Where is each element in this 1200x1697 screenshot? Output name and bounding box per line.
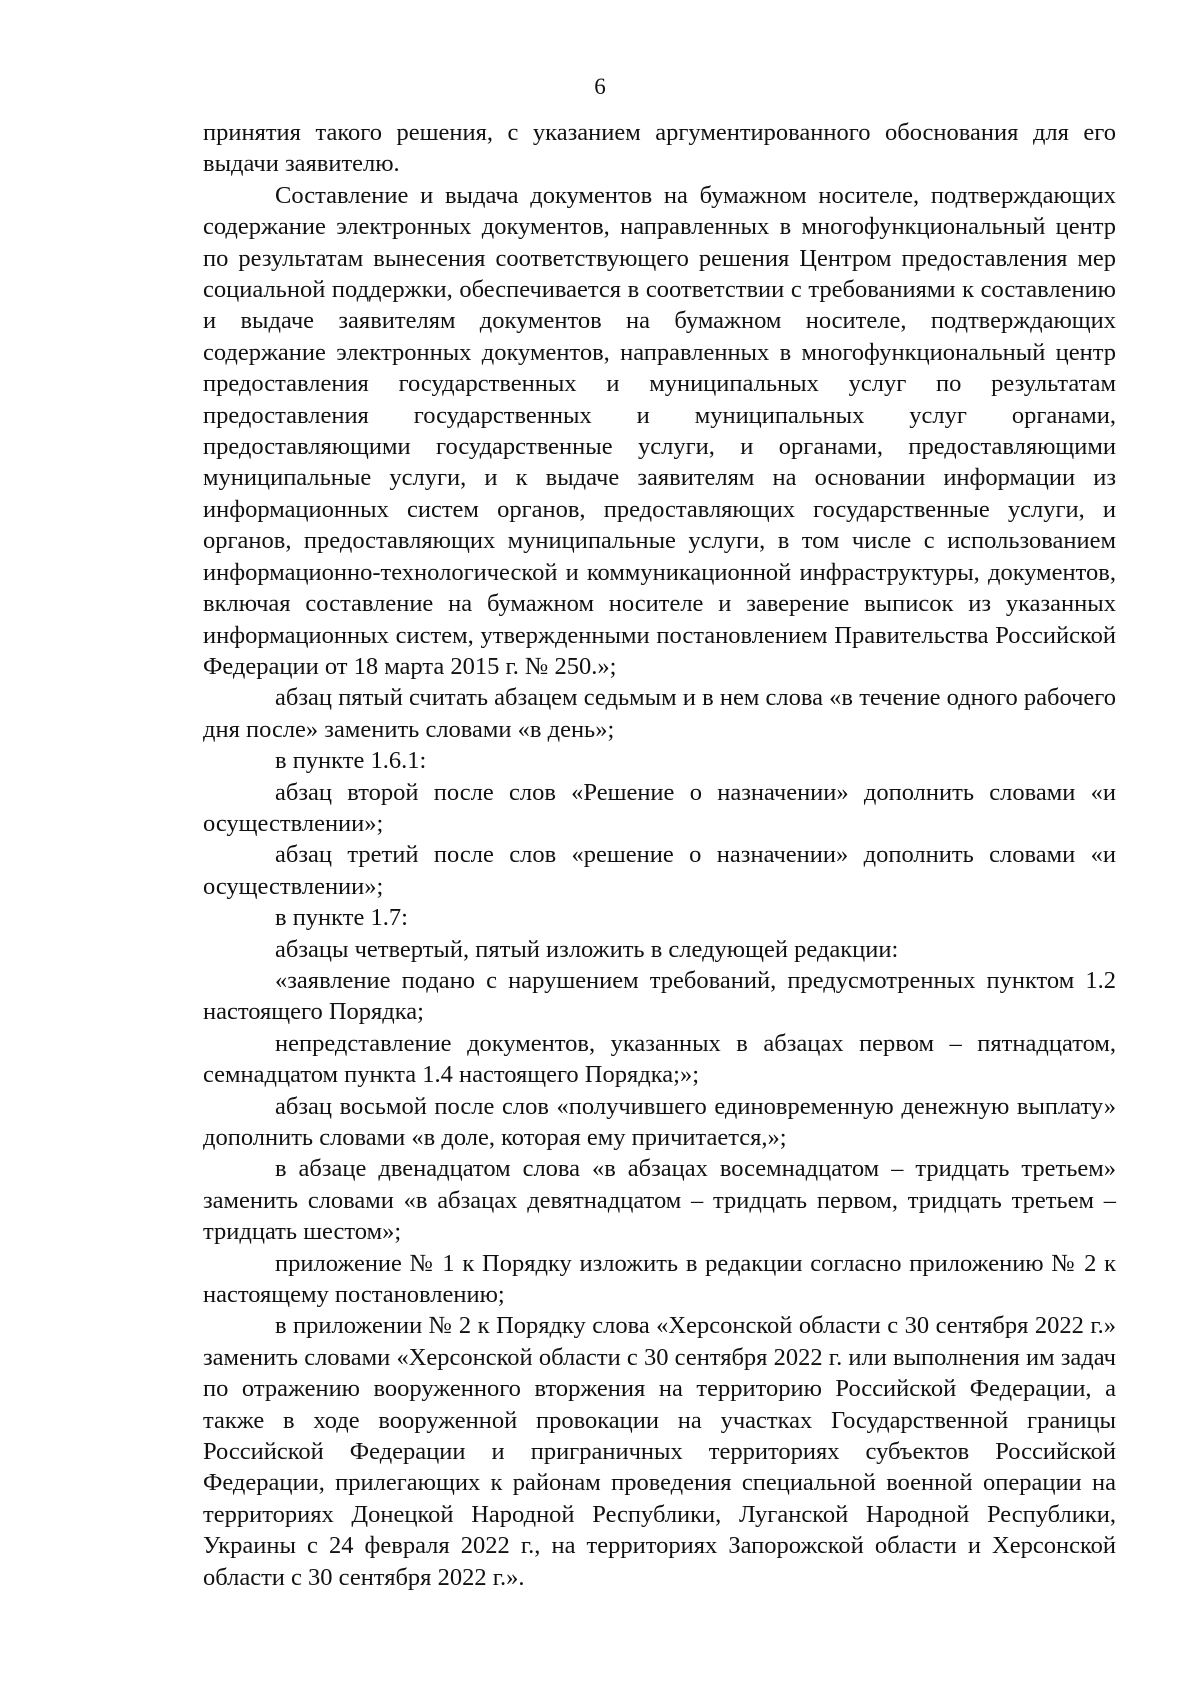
paragraph-item-1-6-1: в пункте 1.6.1: <box>275 747 427 775</box>
paragraph-paper-documents: Составление и выдача документов на бумажном носителе, подтверждающих содержание электронных документов, направленных в многофункциональный центр по результатам вынесения соответствующего решения Центром предоставления мер социальной поддержки, обеспечивается в соответствии с требованиями к составлению и выдаче заявителям документов на бумажном носителе, подтверждающих содержание электронных документов, направленных в многофункциональный центр предоставления государственных и муниципальных услуг по результатам предоставления государственных и муниципальных услуг органами, предоставляющими государственные услуги, и органами, предоставляющими муниципальные услуги, и к выдаче заявителям на основании информации из информационных систем органов, предоставляющих государственные услуги, и органов, предоставляющих муниципальные услуги, в том числе с использованием информационно-технологической и коммуникационной инфраструктуры, документов, включая составление на бумажном носителе и заверение выписок из указанных информационных систем, утвержденными постановлением Правительства Российской Федерации от 18 марта 2015 г. № 250.»; <box>203 181 1116 680</box>
page-number: 6 <box>594 74 606 99</box>
paragraph-appendix-2: в приложении № 2 к Порядку слова «Херсонской области с 30 сентября 2022 г.» заменить словами «Херсонской области с 30 сентября 2022 г. или выполнения им задач по отражению вооруженного вторжения на территорию Российской Федерации, а также в ходе вооруженной провокации на участках Государственной границы Российской Федерации и приграничных территориях субъектов Российской Федерации, прилегающих к районам проведения специальной военной операции на территориях Донецкой Народной Республики, Луганской Народной Республики, Украины с 24 февраля 2022 г., на территориях Запорожской области и Херсонской области с 30 сентября 2022 г.». <box>203 1312 1116 1591</box>
paragraph-non-submission: непредставление документов, указанных в абзацах первом – пятнадцатом, семнадцатом пункта 1.4 настоящего Порядка;»; <box>203 1029 1116 1089</box>
paragraph-eighth-clause: абзац восьмой после слов «получившего единовременную денежную выплату» дополнить словами «в доле, которая ему причитается,»; <box>203 1092 1116 1151</box>
document-body <box>203 117 1116 1593</box>
paragraph-item-1-7: в пункте 1.7: <box>275 904 408 932</box>
paragraph-appendix-1: приложение № 1 к Порядку изложить в редакции согласно приложению № 2 к настоящему постановлению; <box>203 1249 1116 1309</box>
paragraph-twelfth-clause: в абзаце двенадцатом слова «в абзацах восемнадцатом – тридцать третьем» заменить словами «в абзацах девятнадцатом – тридцать первом, тридцать третьем – тридцать шестом»; <box>203 1155 1116 1246</box>
paragraph-continuation: принятия такого решения, с указанием аргументированного обоснования для его выдачи заявителю. <box>203 119 1116 178</box>
paragraph-third-clause: абзац третий после слов «решение о назначении» дополнить словами «и осуществлении»; <box>203 841 1116 900</box>
paragraph-application-violation: «заявление подано с нарушением требований, предусмотренных пунктом 1.2 настоящего Порядка; <box>203 966 1116 1026</box>
paragraph-fourth-fifth-clauses: абзацы четвертый, пятый изложить в следующей редакции: <box>275 935 899 963</box>
paragraph-second-clause: абзац второй после слов «Решение о назначении» дополнить словами «и осуществлении»; <box>203 778 1116 837</box>
paragraph-fifth-clause: абзац пятый считать абзацем седьмым и в нем слова «в течение одного рабочего дня после» заменить словами «в день»; <box>203 684 1116 743</box>
